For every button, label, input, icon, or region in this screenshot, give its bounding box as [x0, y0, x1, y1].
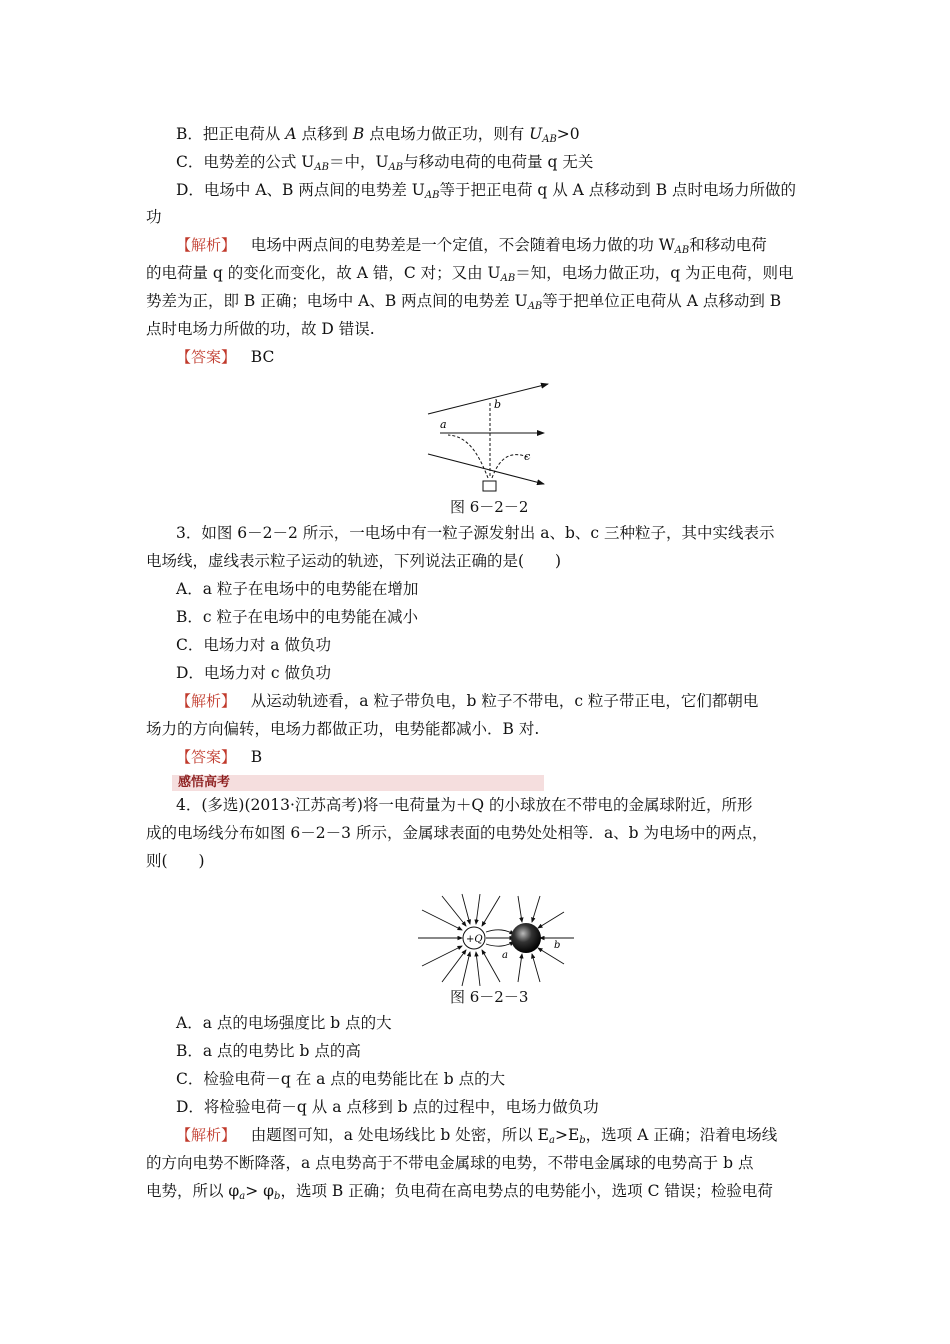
- q4-option-a: A．a 点的电场强度比 b 点的大: [176, 1014, 392, 1032]
- q3-analysis-line2: 场力的方向偏转，电场力都做正功，电势能都减小．B 对.: [146, 720, 540, 738]
- q3-analysis-line1: 【解析】 从运动轨迹看，a 粒子带负电，b 粒子不带电，c 粒子带正电，它们都朝电: [176, 692, 759, 710]
- label-plus-q: +Q: [466, 934, 483, 945]
- q2-analysis-line4: 点时电场力所做的功，故 D 错误.: [146, 320, 375, 338]
- field-line-top: [428, 384, 548, 414]
- q4-stem-line2: 成的电场线分布如图 6－2－3 所示，金属球表面的电势处处相等．a、b 为电场中的两点，: [146, 824, 768, 842]
- q4-stem-line1: 4．(多选)(2013·江苏高考)将一电荷量为＋Q 的小球放在不带电的金属球附近，所形: [176, 796, 753, 814]
- q4-option-c: C．检验电荷－q 在 a 点的电势能比在 b 点的大: [176, 1070, 506, 1088]
- label-a: a: [440, 418, 447, 431]
- section-header: 感悟高考: [172, 775, 544, 791]
- q2-analysis-line1: 【解析】 电场中两点间的电势差是一个定值，不会随着电场力做的功 $W_{AB}$和移动电荷: [176, 236, 767, 256]
- trajectory-a: [448, 435, 488, 478]
- label-c: c: [524, 450, 531, 463]
- particle-source: [483, 481, 496, 491]
- analysis-tag: 【解析】: [176, 236, 237, 254]
- q2-analysis-line2: 的电荷量 q 的变化而变化，故 A 错，C 对；又由 $U_{AB}=$知，电场力做正功，q 为正电荷，则电: [146, 264, 794, 284]
- answer-tag: 【答案】: [176, 348, 237, 366]
- q2-answer: 【答案】 BC: [176, 348, 275, 366]
- figure-caption: 图 6－2－2: [450, 498, 529, 516]
- q4-analysis-line2: 的方向电势不断降落，a 点电势高于不带电金属球的电势，不带电金属球的电势高于 b 点: [146, 1154, 754, 1172]
- figure-caption: 图 6－2－3: [450, 988, 529, 1006]
- q2-analysis-line3: 势差为正，即 B 正确；电场中 A、B 两点间的电势差 $U_{AB}$等于把单位正电荷从 A 点移动到 B: [146, 292, 782, 312]
- figure-6-2-3: [414, 892, 586, 988]
- q3-stem-line1: 3．如图 6－2－2 所示，一电场中有一粒子源发射出 a、b、c 三种粒子，其中实线表示: [176, 524, 775, 542]
- label-b: b: [494, 398, 502, 411]
- q2-option-c: C．电势差的公式 $U_{AB}=$中，$U_{AB}$与移动电荷的电荷量 q 无关: [176, 153, 594, 173]
- metal-ball: [511, 923, 541, 953]
- q4-option-b: B．a 点的电势比 b 点的高: [176, 1042, 361, 1060]
- analysis-tag: 【解析】: [176, 692, 237, 710]
- q3-answer: 【答案】 B: [176, 748, 263, 766]
- q4-stem-line3: 则( ): [146, 852, 205, 870]
- label-b: b: [554, 940, 561, 951]
- q4-option-d: D．将检验电荷－q 从 a 点移到 b 点的过程中，电场力做负功: [176, 1098, 599, 1116]
- q3-option-b: B．c 粒子在电场中的电势能在减小: [176, 608, 418, 626]
- q2-option-d-line1: D．电场中 A、B 两点间的电势差 $U_{AB}$等于把正电荷 q 从 A 点移动到 B 点时电场力所做的: [176, 181, 797, 201]
- answer-tag: 【答案】: [176, 748, 237, 766]
- q2-option-b: B．把正电荷从 A 点移到 B 点电场力做正功，则有 $U_{AB}>0$: [176, 125, 580, 145]
- label-a: a: [502, 950, 508, 961]
- analysis-tag: 【解析】: [176, 1126, 237, 1144]
- figure-6-2-2: [420, 378, 560, 496]
- q3-option-d: D．电场力对 c 做负功: [176, 664, 331, 682]
- q2-option-d-line2: 功: [146, 208, 162, 226]
- q3-option-c: C．电场力对 a 做负功: [176, 636, 331, 654]
- q4-analysis-line3: 电势，所以 $\varphi_a> \varphi_b$，选项 B 正确；负电荷在高电势点的电势能小，选项 C 错误；检验电荷: [146, 1182, 773, 1202]
- q3-option-a: A．a 粒子在电场中的电势能在增加: [176, 580, 419, 598]
- q3-stem-line2: 电场线，虚线表示粒子运动的轨迹，下列说法正确的是( ): [146, 552, 562, 570]
- q4-analysis-line1: 【解析】 由题图可知，a 处电场线比 b 处密，所以 $E_a>E_b$，选项 A 正确；沿着电场线: [176, 1126, 778, 1146]
